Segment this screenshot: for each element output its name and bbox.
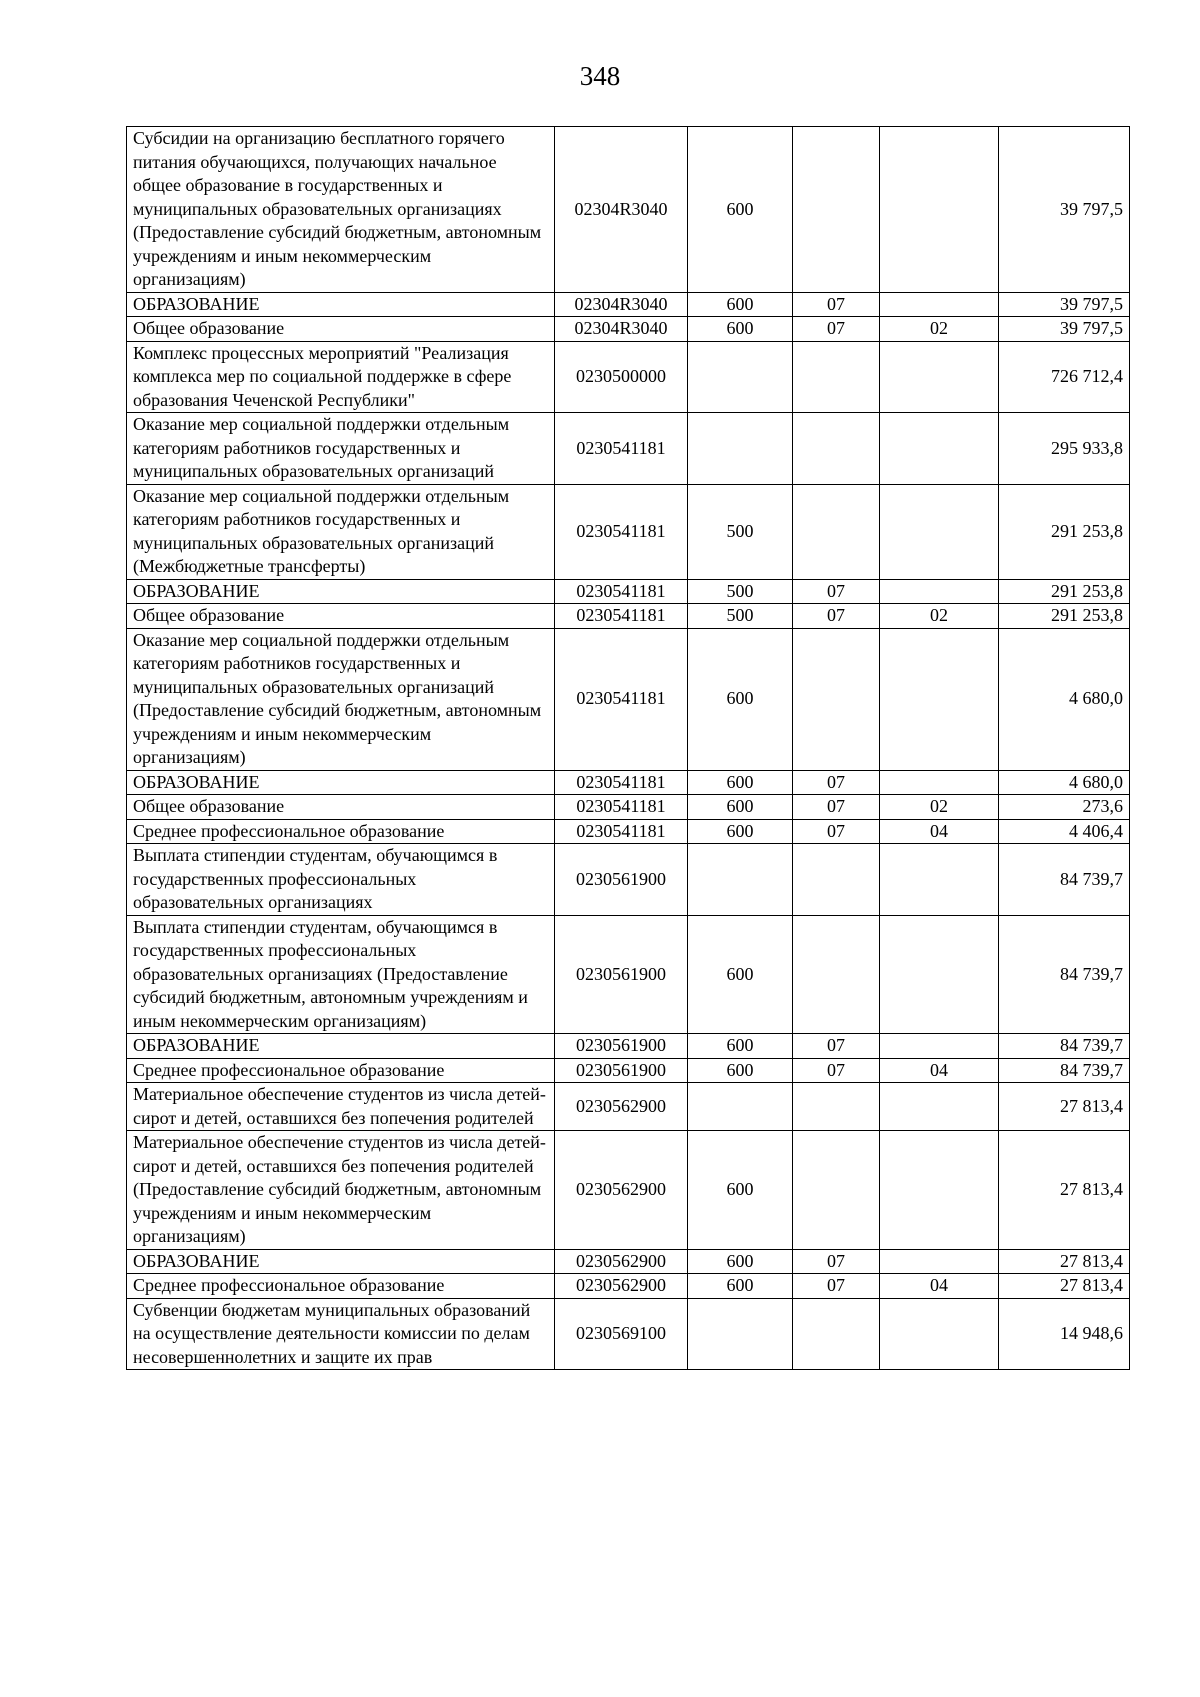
row-expense-type-cell: 600 bbox=[688, 819, 793, 844]
row-subsection-cell bbox=[880, 579, 999, 604]
table-row bbox=[127, 819, 1130, 844]
row-name-cell: Субвенции бюджетам муниципальных образований на осуществление деятельности комиссии по делам несовершеннолетних и защите их прав bbox=[127, 1298, 555, 1370]
row-amount-cell: 4 406,4 bbox=[999, 819, 1130, 844]
row-expense-type-cell bbox=[688, 341, 793, 413]
row-target-article-cell: 0230561900 bbox=[555, 1034, 688, 1059]
row-section-cell: 07 bbox=[793, 1058, 880, 1083]
row-amount-cell: 14 948,6 bbox=[999, 1298, 1130, 1370]
row-section-cell bbox=[793, 484, 880, 579]
row-name-cell: Субсидии на организацию бесплатного горячего питания обучающихся, получающих начальное общее образование в государственных и муниципальных образовательных организациях (Предоставление субсидий бюджетным, автономным учреждениям и иным некоммерческим организациям) bbox=[127, 127, 555, 293]
row-amount-cell: 84 739,7 bbox=[999, 915, 1130, 1034]
row-amount-cell: 4 680,0 bbox=[999, 770, 1130, 795]
table-row bbox=[127, 413, 1130, 485]
table-row bbox=[127, 795, 1130, 820]
row-section-cell bbox=[793, 628, 880, 770]
table-row bbox=[127, 484, 1130, 579]
row-subsection-cell bbox=[880, 341, 999, 413]
row-section-cell: 07 bbox=[793, 292, 880, 317]
row-name-cell: Комплекс процессных мероприятий "Реализация комплекса мер по социальной поддержке в сфере образования Чеченской Республики" bbox=[127, 341, 555, 413]
row-subsection-cell bbox=[880, 1034, 999, 1059]
row-target-article-cell: 0230562900 bbox=[555, 1274, 688, 1299]
row-expense-type-cell bbox=[688, 844, 793, 916]
table-row bbox=[127, 844, 1130, 916]
row-target-article-cell: 0230561900 bbox=[555, 844, 688, 916]
row-expense-type-cell: 600 bbox=[688, 1131, 793, 1250]
row-name-cell: Общее образование bbox=[127, 317, 555, 342]
row-section-cell bbox=[793, 1083, 880, 1131]
row-amount-cell: 39 797,5 bbox=[999, 292, 1130, 317]
row-section-cell: 07 bbox=[793, 770, 880, 795]
row-expense-type-cell: 600 bbox=[688, 795, 793, 820]
row-name-cell: ОБРАЗОВАНИЕ bbox=[127, 1249, 555, 1274]
row-subsection-cell: 02 bbox=[880, 317, 999, 342]
row-expense-type-cell: 600 bbox=[688, 770, 793, 795]
table-row bbox=[127, 1249, 1130, 1274]
table-row bbox=[127, 915, 1130, 1034]
row-subsection-cell bbox=[880, 628, 999, 770]
table-row bbox=[127, 1274, 1130, 1299]
row-name-cell: ОБРАЗОВАНИЕ bbox=[127, 292, 555, 317]
row-name-cell: Среднее профессиональное образование bbox=[127, 1274, 555, 1299]
row-amount-cell: 39 797,5 bbox=[999, 127, 1130, 293]
row-section-cell bbox=[793, 1298, 880, 1370]
row-section-cell: 07 bbox=[793, 1274, 880, 1299]
row-section-cell: 07 bbox=[793, 1249, 880, 1274]
row-expense-type-cell: 500 bbox=[688, 484, 793, 579]
row-name-cell: Материальное обеспечение студентов из числа детей-сирот и детей, оставшихся без попечения родителей bbox=[127, 1083, 555, 1131]
row-subsection-cell bbox=[880, 1298, 999, 1370]
row-name-cell: Общее образование bbox=[127, 604, 555, 629]
row-amount-cell: 291 253,8 bbox=[999, 604, 1130, 629]
row-section-cell: 07 bbox=[793, 1034, 880, 1059]
row-target-article-cell: 0230541181 bbox=[555, 628, 688, 770]
row-name-cell: Общее образование bbox=[127, 795, 555, 820]
row-subsection-cell: 04 bbox=[880, 1058, 999, 1083]
table-row bbox=[127, 628, 1130, 770]
row-amount-cell: 291 253,8 bbox=[999, 579, 1130, 604]
row-name-cell: Выплата стипендии студентам, обучающимся в государственных профессиональных образовательных организациях bbox=[127, 844, 555, 916]
row-subsection-cell bbox=[880, 484, 999, 579]
row-name-cell: Оказание мер социальной поддержки отдельным категориям работников государственных и муниципальных образовательных организаций (Межбюджетные трансферты) bbox=[127, 484, 555, 579]
row-subsection-cell bbox=[880, 915, 999, 1034]
table-row bbox=[127, 1058, 1130, 1083]
row-target-article-cell: 0230561900 bbox=[555, 915, 688, 1034]
row-section-cell bbox=[793, 844, 880, 916]
row-target-article-cell: 0230500000 bbox=[555, 341, 688, 413]
table-row bbox=[127, 770, 1130, 795]
row-section-cell bbox=[793, 341, 880, 413]
row-subsection-cell bbox=[880, 413, 999, 485]
row-amount-cell: 27 813,4 bbox=[999, 1083, 1130, 1131]
table-row bbox=[127, 317, 1130, 342]
row-expense-type-cell: 600 bbox=[688, 292, 793, 317]
row-name-cell: Среднее профессиональное образование bbox=[127, 1058, 555, 1083]
table-row bbox=[127, 1034, 1130, 1059]
row-subsection-cell bbox=[880, 292, 999, 317]
row-target-article-cell: 0230561900 bbox=[555, 1058, 688, 1083]
row-expense-type-cell: 600 bbox=[688, 1034, 793, 1059]
row-subsection-cell: 04 bbox=[880, 819, 999, 844]
table-row bbox=[127, 1083, 1130, 1131]
row-target-article-cell: 02304R3040 bbox=[555, 127, 688, 293]
row-section-cell: 07 bbox=[793, 317, 880, 342]
row-expense-type-cell: 600 bbox=[688, 1274, 793, 1299]
row-target-article-cell: 0230541181 bbox=[555, 579, 688, 604]
row-target-article-cell: 0230541181 bbox=[555, 413, 688, 485]
row-amount-cell: 27 813,4 bbox=[999, 1131, 1130, 1250]
row-subsection-cell: 02 bbox=[880, 604, 999, 629]
row-expense-type-cell: 600 bbox=[688, 915, 793, 1034]
row-target-article-cell: 0230562900 bbox=[555, 1249, 688, 1274]
table-row bbox=[127, 292, 1130, 317]
table-row bbox=[127, 579, 1130, 604]
row-subsection-cell bbox=[880, 127, 999, 293]
row-name-cell: Материальное обеспечение студентов из числа детей-сирот и детей, оставшихся без попечения родителей (Предоставление субсидий бюджетным, автономным учреждениям и иным некоммерческим организациям) bbox=[127, 1131, 555, 1250]
row-target-article-cell: 0230541181 bbox=[555, 604, 688, 629]
row-name-cell: Оказание мер социальной поддержки отдельным категориям работников государственных и муниципальных образовательных организаций (Предоставление субсидий бюджетным, автономным учреждениям и иным некоммерческим организациям) bbox=[127, 628, 555, 770]
row-target-article-cell: 0230541181 bbox=[555, 795, 688, 820]
row-amount-cell: 273,6 bbox=[999, 795, 1130, 820]
row-expense-type-cell bbox=[688, 1298, 793, 1370]
row-expense-type-cell: 600 bbox=[688, 317, 793, 342]
row-amount-cell: 84 739,7 bbox=[999, 1058, 1130, 1083]
row-subsection-cell bbox=[880, 844, 999, 916]
row-subsection-cell: 02 bbox=[880, 795, 999, 820]
row-amount-cell: 4 680,0 bbox=[999, 628, 1130, 770]
row-subsection-cell bbox=[880, 770, 999, 795]
row-expense-type-cell: 600 bbox=[688, 1249, 793, 1274]
row-amount-cell: 84 739,7 bbox=[999, 844, 1130, 916]
row-target-article-cell: 0230541181 bbox=[555, 484, 688, 579]
row-section-cell: 07 bbox=[793, 579, 880, 604]
row-expense-type-cell: 600 bbox=[688, 127, 793, 293]
row-amount-cell: 39 797,5 bbox=[999, 317, 1130, 342]
row-name-cell: ОБРАЗОВАНИЕ bbox=[127, 770, 555, 795]
row-expense-type-cell: 600 bbox=[688, 1058, 793, 1083]
row-name-cell: Среднее профессиональное образование bbox=[127, 819, 555, 844]
table-row bbox=[127, 341, 1130, 413]
row-target-article-cell: 02304R3040 bbox=[555, 292, 688, 317]
page-number: 348 bbox=[579, 61, 621, 91]
row-expense-type-cell: 500 bbox=[688, 604, 793, 629]
row-subsection-cell bbox=[880, 1083, 999, 1131]
row-amount-cell: 291 253,8 bbox=[999, 484, 1130, 579]
row-target-article-cell: 0230569100 bbox=[555, 1298, 688, 1370]
row-expense-type-cell: 500 bbox=[688, 579, 793, 604]
row-subsection-cell bbox=[880, 1249, 999, 1274]
table-row bbox=[127, 127, 1130, 293]
row-expense-type-cell bbox=[688, 413, 793, 485]
table-row bbox=[127, 1298, 1130, 1370]
row-expense-type-cell: 600 bbox=[688, 628, 793, 770]
row-target-article-cell: 0230541181 bbox=[555, 819, 688, 844]
row-amount-cell: 84 739,7 bbox=[999, 1034, 1130, 1059]
row-section-cell: 07 bbox=[793, 604, 880, 629]
row-section-cell: 07 bbox=[793, 819, 880, 844]
row-subsection-cell: 04 bbox=[880, 1274, 999, 1299]
row-section-cell bbox=[793, 127, 880, 293]
row-name-cell: ОБРАЗОВАНИЕ bbox=[127, 1034, 555, 1059]
row-section-cell bbox=[793, 915, 880, 1034]
table-row bbox=[127, 1131, 1130, 1250]
budget-table-body bbox=[127, 127, 1130, 1370]
budget-table bbox=[126, 126, 1130, 1370]
row-target-article-cell: 0230562900 bbox=[555, 1083, 688, 1131]
row-target-article-cell: 0230541181 bbox=[555, 770, 688, 795]
row-target-article-cell: 02304R3040 bbox=[555, 317, 688, 342]
row-amount-cell: 27 813,4 bbox=[999, 1249, 1130, 1274]
row-section-cell bbox=[793, 1131, 880, 1250]
table-row bbox=[127, 604, 1130, 629]
row-section-cell bbox=[793, 413, 880, 485]
row-section-cell: 07 bbox=[793, 795, 880, 820]
row-name-cell: Оказание мер социальной поддержки отдельным категориям работников государственных и муниципальных образовательных организаций bbox=[127, 413, 555, 485]
row-name-cell: ОБРАЗОВАНИЕ bbox=[127, 579, 555, 604]
row-target-article-cell: 0230562900 bbox=[555, 1131, 688, 1250]
row-amount-cell: 27 813,4 bbox=[999, 1274, 1130, 1299]
row-amount-cell: 295 933,8 bbox=[999, 413, 1130, 485]
row-expense-type-cell bbox=[688, 1083, 793, 1131]
row-subsection-cell bbox=[880, 1131, 999, 1250]
row-amount-cell: 726 712,4 bbox=[999, 341, 1130, 413]
row-name-cell: Выплата стипендии студентам, обучающимся в государственных профессиональных образовательных организациях (Предоставление субсидий бюджетным, автономным учреждениям и иным некоммерческим организациям) bbox=[127, 915, 555, 1034]
